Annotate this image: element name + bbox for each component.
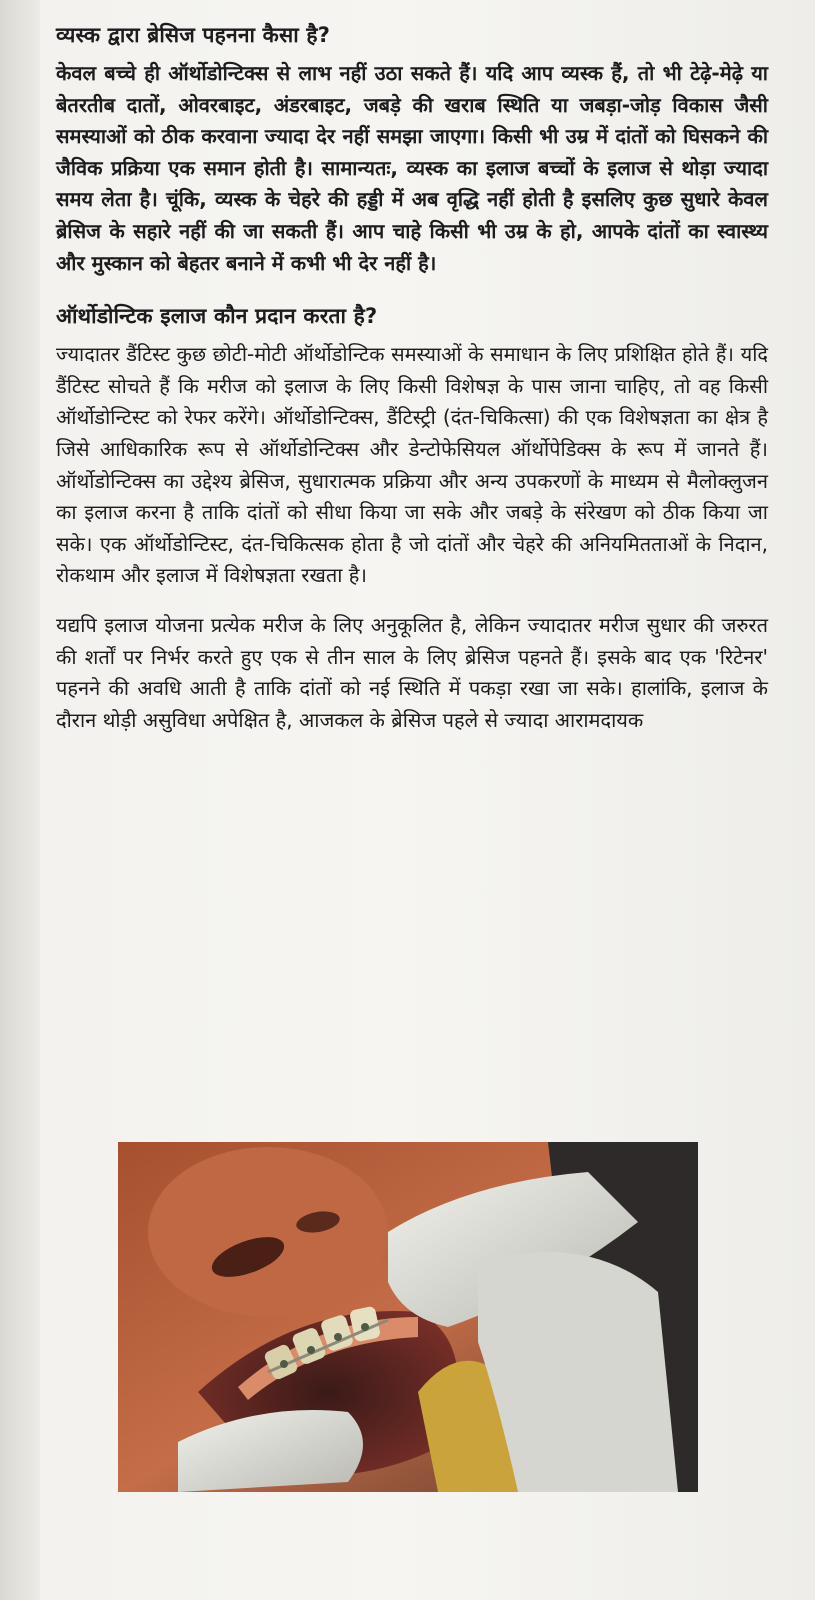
page-edge-shadow [0, 0, 40, 1600]
paragraph-who-provides: ज्यादातर डैंटिस्ट कुछ छोटी-मोटी ऑर्थोडोन्टिक समस्याओं के समाधान के लिए प्रशिक्षित होते हैं। यदि डैंटिस्ट सोचते हैं कि मरीज को इलाज के लिए किसी विशेषज्ञ के पास जाना चाहिए, तो वह किसी ऑर्थोडोन्टिस्ट को रेफर करेंगे। ऑर्थोडोन्टिक्स, डैंटिस्ट्री (दंत-चिकित्सा) की एक विशेषज्ञता का क्षेत्र है जिसे आधिकारिक रूप से ऑर्थोडोन्टिक्स और डेन्टोफेसियल ऑर्थोपेडिक्स के रूप में जानते हैं। ऑर्थोडोन्टिक्स का उद्देश्य ब्रेसिज, सुधारात्मक प्रक्रिया और अन्य उपकरणों के माध्यम से मैलोक्लुजन का इलाज करना है ताकि दांतों को सीधा किया जा सके और जबड़े के संरेखण को ठीक किया जा सके। एक ऑर्थोडोन्टिस्ट, दंत-चिकित्सक होता है जो दांतों और चेहरे की अनियमितताओं के निदान, रोकथाम और इलाज में विशेषज्ञता रखता है। [56, 342, 768, 588]
article-body [56, 14, 768, 754]
paragraph-treatment-duration: यद्यपि इलाज योजना प्रत्येक मरीज के लिए अनुकूलित है, लेकिन ज्यादातर मरीज सुधार की जरुरत की शर्तों पर निर्भर करते हुए एक से तीन साल के लिए ब्रेसिज पहनते हैं। इसके बाद एक 'रिटेनर' पहनने की अवधि आती है ताकि दांतों को नई स्थिति में पकड़ा रखा जा सके। हालांकि, इलाज के दौरान थोड़ी असुविधा अपेक्षित है, आजकल के ब्रेसिज पहले से ज्यादा आरामदायक [56, 612, 768, 732]
section-heading-who-provides: ऑर्थोडोन्टिक इलाज कौन प्रदान करता है? [56, 304, 378, 329]
section-heading-adult-braces: व्यस्क द्वारा ब्रेसिज पहनना कैसा है? [56, 23, 331, 47]
paragraph-adult-braces: केवल बच्चे ही ऑर्थोडोन्टिक्स से लाभ नहीं उठा सकते हैं। यदि आप व्यस्क हैं, तो भी टेढ़े-मेढ़े या बेतरतीब दातों, ओवरबाइट, अंडरबाइट, जबड़े की खराब स्थिति या जबड़ा-जोड़ विकास जैसी समस्याओं को ठीक करवाना ज्यादा देर नहीं समझा जाएगा। किसी भी उम्र में दांतों को घिसकने की जैविक प्रक्रिया एक समान होती है। सामान्यतः, व्यस्क का इलाज बच्चों के इलाज से थोड़ा ज्यादा समय लेता है। चूंकि, व्यस्क के चेहरे की हड्डी में अब वृद्धि नहीं होती है इसलिए कुछ सुधारे केवल ब्रेसिज के सहारे नहीं की जा सकती हैं। आप चाहे किसी भी उम्र के हो, आपके दांतों का स्वास्थ्य और मुस्कान को बेहतर बनाने में कभी भी देर नहीं है। [56, 61, 768, 275]
braces-treatment-photo [118, 1142, 698, 1492]
